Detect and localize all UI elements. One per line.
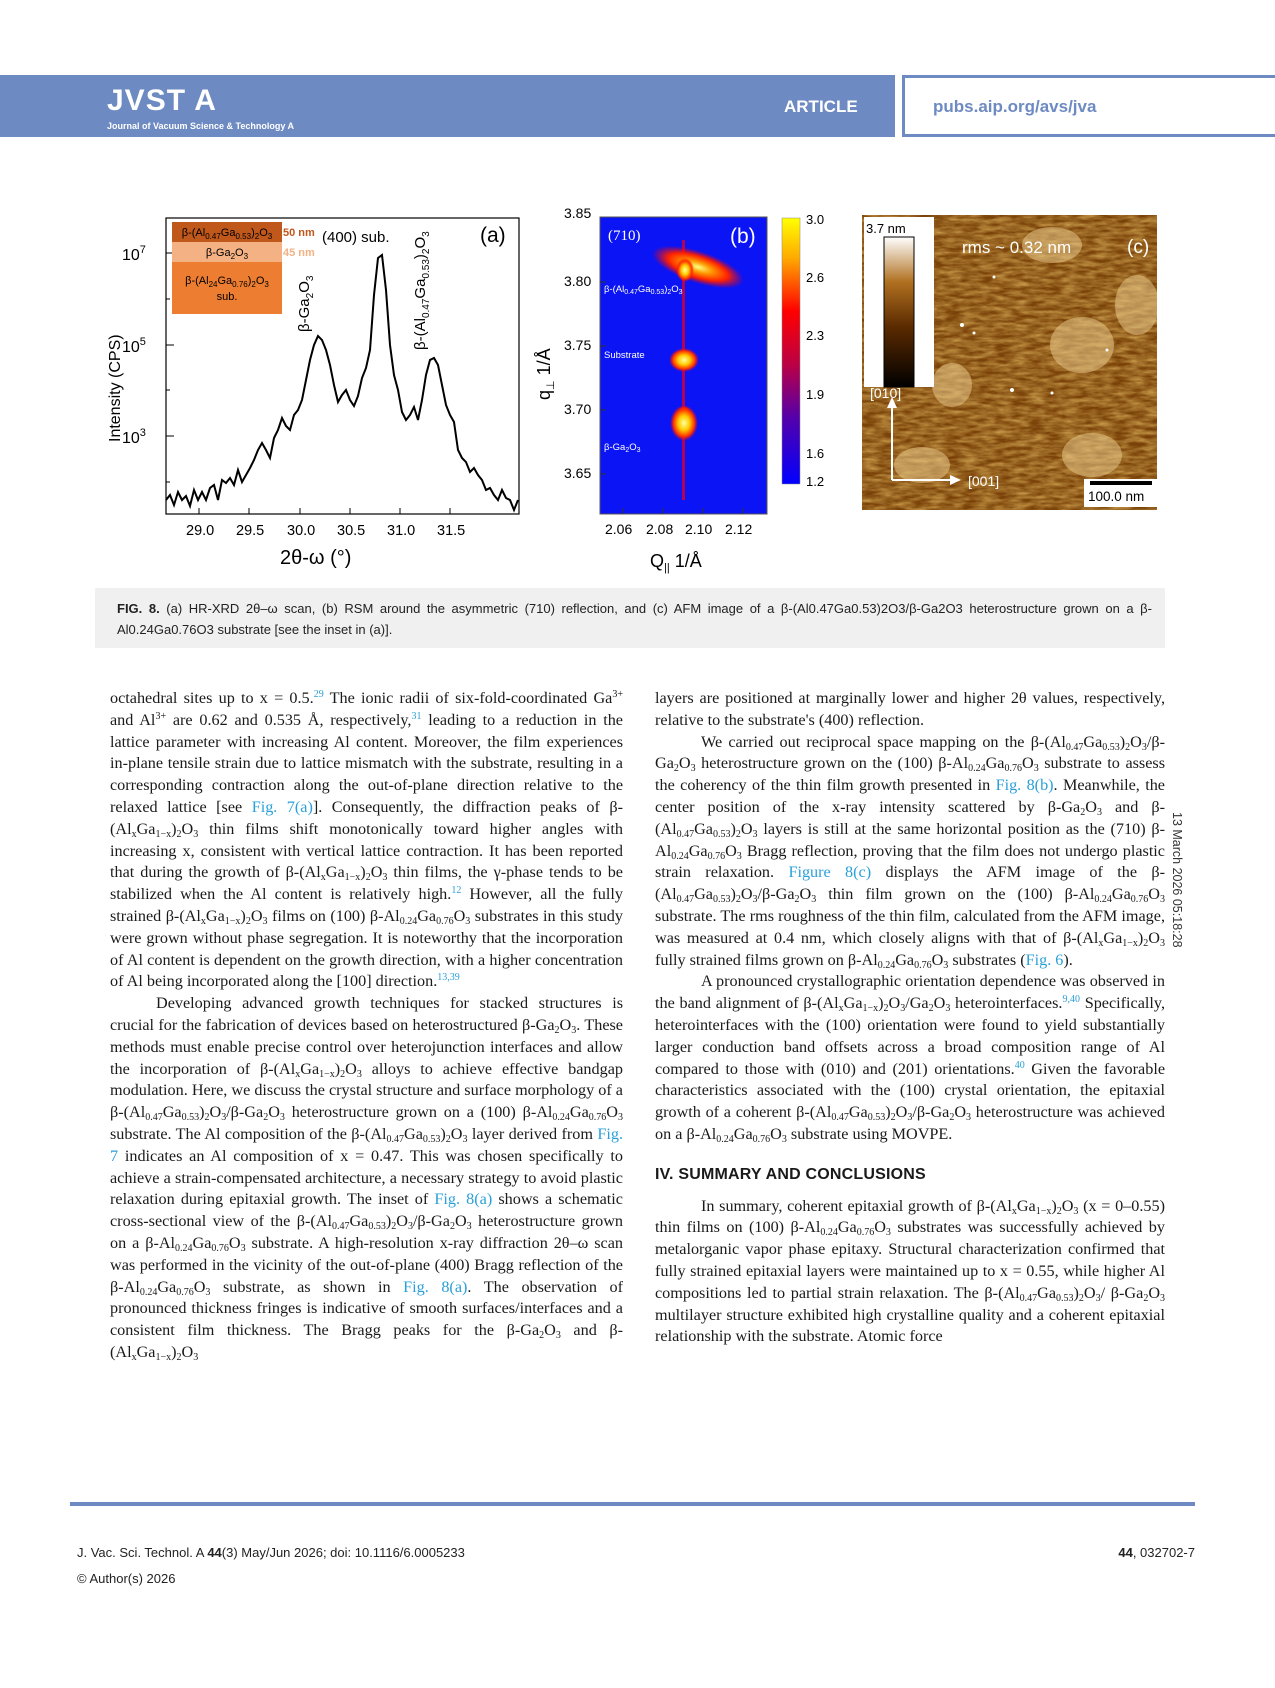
svg-text:29.5: 29.5	[236, 523, 265, 539]
svg-text:3.0: 3.0	[806, 212, 825, 227]
figure-link[interactable]: Fig. 7(a)	[251, 797, 313, 816]
svg-text:2.06: 2.06	[605, 521, 633, 537]
svg-text:Q|| 1/Å: $Q_{||}$ 1/Å	[650, 551, 702, 574]
journal-full-name: Journal of Vacuum Science & Technology A	[107, 121, 295, 131]
page-number: 44, 032702-7	[1118, 1545, 1195, 1560]
svg-text:(a): (a)	[480, 224, 506, 247]
svg-text:2.10: 2.10	[685, 521, 713, 537]
figure-8a-xrd-plot	[100, 200, 520, 580]
svg-text:30.0: 30.0	[287, 523, 316, 539]
figure-link[interactable]: Figure 8(c)	[788, 863, 872, 882]
figure-link[interactable]: Fig. 8(a)	[403, 1277, 468, 1296]
svg-text:31.0: 31.0	[387, 523, 416, 539]
svg-text:2.12: 2.12	[725, 521, 753, 537]
footer-divider	[70, 1502, 1195, 1506]
citation-link[interactable]: 13,39	[437, 972, 460, 984]
svg-text:29.0: 29.0	[186, 523, 215, 539]
figure-caption-text: (a) HR-XRD 2θ–ω scan, (b) RSM around the asymmetric (710) reflection, and (c) AFM image of a β-(Al0.47Ga0.53)2O3/β-Ga2O3 heterostructure grown on a β-Al0.24Ga0.76O3 substrate [see the inset in (a)].	[117, 601, 1152, 637]
article-type-label: ARTICLE	[784, 97, 858, 116]
figure-8c-afm-image	[862, 215, 1157, 510]
svg-text:3.75: 3.75	[564, 337, 592, 353]
citation-link[interactable]: 12	[451, 885, 462, 897]
svg-text:1.2: 1.2	[806, 474, 825, 489]
svg-text:31.5: 31.5	[437, 523, 466, 539]
svg-text:3.70: 3.70	[564, 401, 592, 417]
svg-text:30.5: 30.5	[337, 523, 366, 539]
svg-text:2θ-ω (°): 2θ-ω (°)	[280, 547, 352, 569]
paragraph: In summary, coherent epitaxial growth of $\beta-(Al_xGa_{1-x})_2O_3$ (x = 0–0.55) thin films on (100) $\beta-Al_{0.24}Ga_{0.76}O_3$ substrates was successfully achieved by metalorganic vapor phase epitaxy. Structural characterization confirmed that fully strained epitaxial layers were maintained up to x = 0.55, while higher Al compositions led to partial strain relaxation. The $\beta-(Al_{0.47}Ga_{0.53})_2O_3/$ $\beta-Ga_2O_3$ multilayer structure exhibited high crystalline quality and a coherent epitaxial relationship with the substrate. Atomic force	[655, 1196, 1166, 1346]
svg-text:45 nm: 45 nm	[283, 247, 315, 259]
svg-text:2.3: 2.3	[806, 328, 825, 343]
svg-text:1.9: 1.9	[806, 387, 825, 402]
svg-text:(c): (c)	[1127, 237, 1150, 258]
svg-text:2.08: 2.08	[646, 521, 674, 537]
svg-text:β-(Al0.47Ga0.53)2O3: $\beta-(Al_{0.47}Ga_{0.53})_2O_3$	[604, 284, 683, 296]
svg-text:β-(Al0.47Ga0.53)2O3: $\beta-(Al_{0.47}Ga_{0.53})_2O_3$	[181, 227, 273, 241]
svg-text:sub.: sub.	[216, 291, 238, 303]
paragraph: We carried out reciprocal space mapping on the $\beta-(Al_{0.47}Ga_{0.53})_2O_3/\beta-Ga_2O_3$ heterostructure grown on the (100) $\beta-Al_{0.24}Ga_{0.76}O_3$ substrate to assess the coherency of the thin film growth presented in Fig. 8(b). Meanwhile, the center position of the x-ray intensity scattered by $\beta-Ga_2O_3$ and $\beta-(Al_{0.47}Ga_{0.53})_2O_3$ layers is still at the same horizontal position as the (710) $\beta-Al_{0.24}Ga_{0.76}O_3$ Bragg reflection, proving that the film does not undergo plastic strain relaxation. Figure 8(c) displays the AFM image of the $\beta-(Al_{0.47}Ga_{0.53})_2O_3/\beta-Ga_2O_3$ thin film grown on the (100) $\beta-Al_{0.24}Ga_{0.76}O_3$ substrate. The rms roughness of the thin film, calculated from the AFM image, was measured at 0.4 nm, which closely aligns with that of $\beta-(Al_xGa_{1-x})_2O_3$ fully strained films grown on $\beta-Al_{0.24}Ga_{0.76}O_3$ substrates (Fig. 6).	[655, 732, 1166, 971]
figure-label: FIG. 8.	[117, 601, 160, 616]
citation-line: J. Vac. Sci. Technol. A 44(3) May/Jun 2026; doi: 10.1116/6.0005233	[77, 1545, 465, 1560]
body-right-column	[655, 688, 1165, 1348]
figure-link[interactable]: Fig. 6	[1025, 950, 1064, 969]
figure-8b-rsm-map	[520, 200, 850, 580]
svg-text:107: $10^7$	[122, 244, 146, 264]
figure-link[interactable]: Fig. 8(b)	[995, 776, 1054, 795]
svg-text:β-(Al0.47Ga0.53)2O3: $\beta-(Al_{0.47}Ga_{0.53})_2O_3$	[412, 231, 432, 350]
svg-text:rms ~ 0.32 nm: rms ~ 0.32 nm	[962, 238, 1072, 257]
svg-text:3.80: 3.80	[564, 273, 592, 289]
paragraph: octahedral sites up to x = 0.5.29 The ionic radii of six-fold-coordinated $Ga^{3+}$ and $Al^{3+}$ are 0.62 and 0.535 Å, respectively,$^{31}$ leading to a reduction in the lattice parameter with increasing Al content. Moreover, the film experiences in-plane tensile strain due to lattice mismatch with the substrate, resulting in a corresponding contraction along the out-of-plane direction relative to the relaxed lattice [see Fig. 7(a)]. Consequently, the diffraction peaks of $\beta-(Al_xGa_{1-x})_2O_3$ thin films shift monotonically toward higher angles with increasing x, consistent with vertical lattice contraction. It has been reported that during the growth of $\beta-(Al_xGa_{1-x})_2O_3$ thin films, the γ-phase tends to be stabilized when the Al content is relatively high.$^{12}$ However, all the fully strained $\beta-(Al_xGa_{1-x})_2O_3$ films on (100) $\beta-Al_{0.24}Ga_{0.76}O_3$ substrates in this study were grown without phase segregation. It is noteworthy that the incorporation of Al content is dependent on the growth direction, with a higher concentration of Al being incorporated along the [100] direction.$^{13,39}$	[110, 689, 623, 991]
download-timestamp: 13 March 2026 05:18:28	[1170, 812, 1184, 948]
svg-text:β-Ga2O3: $\beta-Ga_2O_3$	[604, 442, 641, 454]
figure-link[interactable]: Fig. 8(a)	[434, 1190, 493, 1209]
svg-text:3.65: 3.65	[564, 465, 592, 481]
journal-logo: JVST A	[107, 84, 217, 117]
svg-text:q⊥ 1/Å: $q_\perp$ 1/Å	[534, 348, 557, 400]
figure-caption	[117, 598, 1152, 640]
citation-link[interactable]: 40	[1014, 1059, 1025, 1071]
svg-text:50 nm: 50 nm	[283, 227, 315, 239]
svg-text:(710): (710)	[608, 228, 641, 244]
svg-text:(b): (b)	[730, 225, 756, 248]
citation-link[interactable]: 31	[411, 710, 422, 722]
svg-text:(400) sub.: (400) sub.	[322, 229, 390, 246]
citation-link[interactable]: 29	[313, 689, 324, 700]
paragraph: A pronounced crystallographic orientation dependence was observed in the band alignment of $\beta-(Al_xGa_{1-x})_2O_3/Ga_2O_3$ heterointerfaces.$^{9,40}$ Specifically, heterointerfaces with the (100) orientation were found to yield substantially larger conduction band offsets across a broad composition range of Al compared to those with (010) and (201) orientations.$^{40}$ Given the favorable characteristics associated with the (100) crystal orientation, the epitaxial growth of a coherent $\beta-(Al_{0.47}Ga_{0.53})_2O_3/\beta-Ga_2O_3$ heterostructure was achieved on a $\beta-Al_{0.24}Ga_{0.76}O_3$ substrate using MOVPE.	[655, 972, 1166, 1145]
journal-url-link[interactable]: pubs.aip.org/avs/jva	[933, 97, 1097, 116]
copyright: © Author(s) 2026	[77, 1571, 176, 1586]
svg-text:103: $10^3$	[122, 427, 146, 447]
body-left-column	[110, 688, 623, 1364]
figure-link[interactable]: Fig. 7	[110, 1124, 623, 1165]
svg-text:2.6: 2.6	[806, 270, 825, 285]
svg-text:[010]: [010]	[870, 385, 902, 401]
svg-text:105: $10^5$	[122, 336, 146, 356]
svg-text:3.85: 3.85	[564, 205, 592, 221]
citation-link[interactable]: 9,40	[1062, 994, 1080, 1006]
svg-text:β-Ga2O3: $\beta-Ga_2O_3$	[205, 247, 249, 261]
svg-text:3.7 nm: 3.7 nm	[866, 221, 906, 236]
svg-text:Intensity (CPS): Intensity (CPS)	[107, 334, 124, 442]
svg-text:Substrate: Substrate	[604, 350, 645, 361]
svg-text:[001]: [001]	[968, 473, 1000, 489]
svg-text:β-Ga2O3: $\beta-Ga_2O_3$	[296, 275, 316, 332]
paragraph: Developing advanced growth techniques for stacked structures is crucial for the fabrication of devices based on heterostructured $\beta-Ga_2O_3$. These methods must enable precise control over heterojunction interfaces and allow the incorporation of $\beta-(Al_xGa_{1-x})_2O_3$ alloys to achieve effective bandgap modulation. Here, we discuss the crystal structure and surface morphology of a $\beta-(Al_{0.47}Ga_{0.53})_2O_3/\beta-Ga_2O_3$ heterostructure grown on a (100) $\beta-Al_{0.24}Ga_{0.76}O_3$ substrate. The Al composition of the $\beta-(Al_{0.47}Ga_{0.53})_2O_3$ layer derived from Fig. 7 indicates an Al composition of x = 0.47. This was chosen specifically to achieve a strain-compensated architecture, a necessary strategy to avoid plastic relaxation during epitaxial growth. The inset of Fig. 8(a) shows a schematic cross-sectional view of the $\beta-(Al_{0.47}Ga_{0.53})_2O_3/\beta-Ga_2O_3$ heterostructure grown on a $\beta-Al_{0.24}Ga_{0.76}O_3$ substrate. A high-resolution x-ray diffraction 2θ–ω scan was performed in the vicinity of the out-of-plane (400) Bragg reflection of the $\beta-Al_{0.24}Ga_{0.76}O_3$ substrate, as shown in Fig. 8(a). The observation of pronounced thickness fringes is indicative of smooth surfaces/interfaces and a consistent film thickness. The Bragg peaks for the $\beta-Ga_2O_3$ and $\beta-(Al_xGa_{1-x})_2O_3$	[110, 994, 624, 1363]
section-heading: IV. SUMMARY AND CONCLUSIONS	[655, 1165, 926, 1183]
svg-text:100.0 nm: 100.0 nm	[1088, 489, 1145, 504]
paragraph: layers are positioned at marginally lower and higher 2θ values, respectively, relative to the substrate's (400) reflection.	[655, 689, 1165, 729]
svg-text:1.6: 1.6	[806, 446, 825, 461]
svg-text:β-(Al24Ga0.76)2O3: $\beta-(Al_{24}Ga_{0.76})_2O_3$	[185, 275, 269, 289]
